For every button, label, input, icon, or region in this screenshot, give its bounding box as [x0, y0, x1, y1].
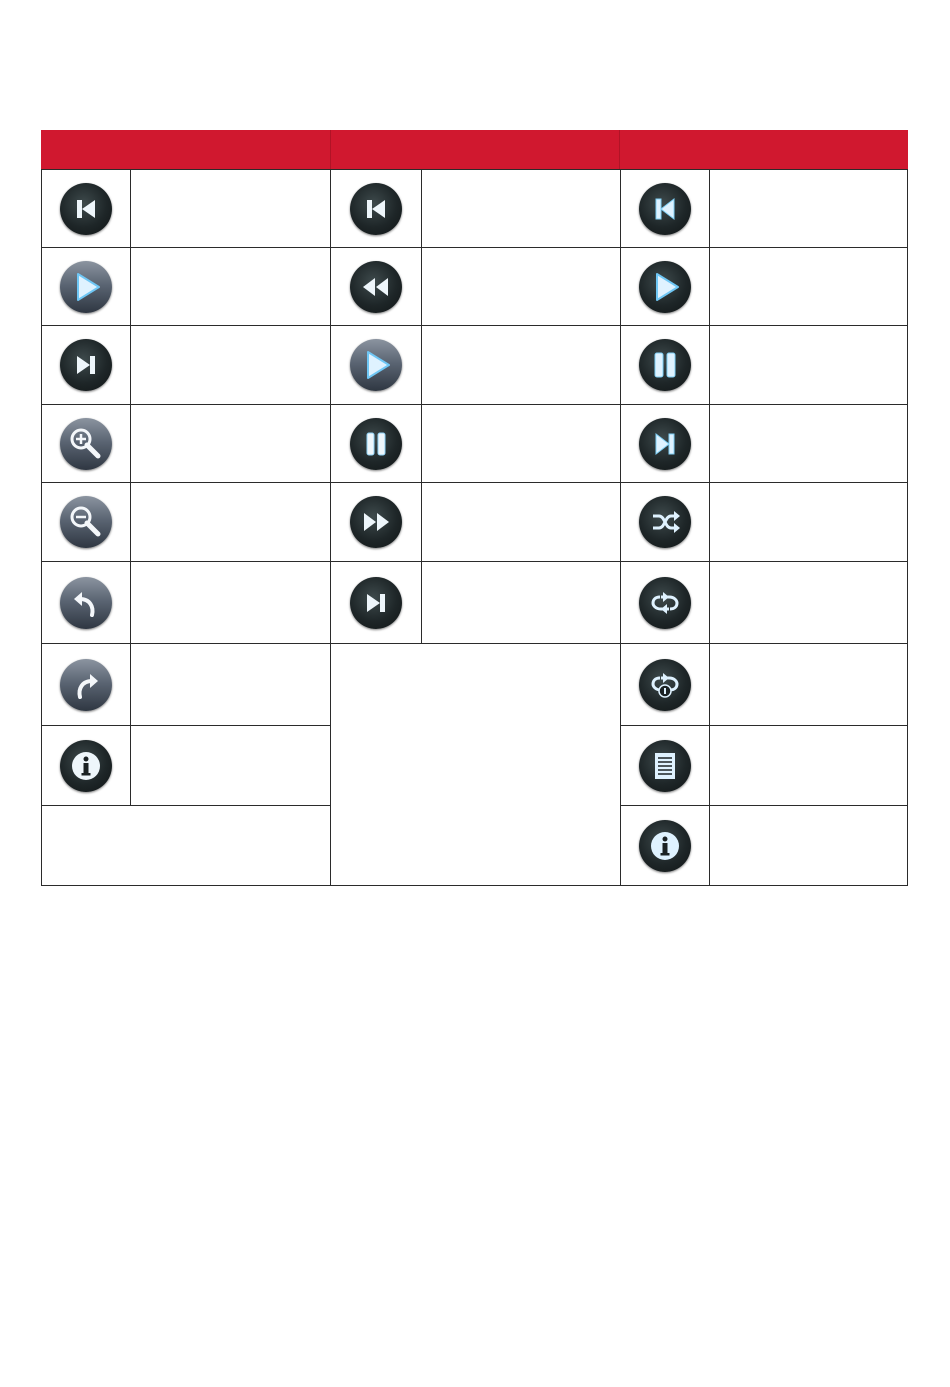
- col3-icon-cell: [620, 805, 710, 886]
- rewind-icon[interactable]: [350, 261, 402, 313]
- rotate-left-icon[interactable]: [60, 577, 112, 629]
- col3-label-cell: [709, 805, 908, 886]
- col2-label-cell: [421, 247, 621, 326]
- col1-icon-cell: [41, 404, 131, 483]
- lyrics-icon[interactable]: [639, 740, 691, 792]
- skip-previous-icon[interactable]: [639, 183, 691, 235]
- col1-label-cell: [130, 561, 331, 644]
- header-col-2: [331, 130, 620, 169]
- repeat-all-icon[interactable]: [639, 577, 691, 629]
- col3-label-cell: [709, 404, 908, 483]
- skip-next-icon[interactable]: [639, 418, 691, 470]
- col2-label-cell: [421, 325, 621, 405]
- fast-forward-icon[interactable]: [350, 496, 402, 548]
- pause-icon[interactable]: [350, 418, 402, 470]
- col1-label-cell: [130, 643, 331, 726]
- skip-previous-icon[interactable]: [350, 183, 402, 235]
- col1-icon-cell: [41, 247, 131, 326]
- col1-icon-cell: [41, 643, 131, 726]
- skip-next-icon[interactable]: [60, 339, 112, 391]
- col2-label-cell: [421, 169, 621, 248]
- repeat-one-icon[interactable]: [639, 659, 691, 711]
- col3-label-cell: [709, 247, 908, 326]
- col1-label-cell: [130, 325, 331, 405]
- skip-next-icon[interactable]: [350, 577, 402, 629]
- col3-icon-cell: [620, 247, 710, 326]
- col3-icon-cell: [620, 561, 710, 644]
- col1-icon-cell: [41, 561, 131, 644]
- col2-icon-cell: [330, 247, 422, 326]
- col2-label-cell: [421, 482, 621, 562]
- rotate-right-icon[interactable]: [60, 659, 112, 711]
- col3-icon-cell: [620, 643, 710, 726]
- info-icon[interactable]: [639, 820, 691, 872]
- col3-label-cell: [709, 169, 908, 248]
- col1-label-cell: [130, 725, 331, 806]
- col1-label-cell: [130, 169, 331, 248]
- col2-icon-cell: [330, 561, 422, 644]
- col3-icon-cell: [620, 404, 710, 483]
- col3-icon-cell: [620, 325, 710, 405]
- col2-icon-cell: [330, 404, 422, 483]
- play-icon[interactable]: [350, 339, 402, 391]
- col3-label-cell: [709, 725, 908, 806]
- col2-icon-cell: [330, 482, 422, 562]
- pause-icon[interactable]: [639, 339, 691, 391]
- col3-icon-cell: [620, 482, 710, 562]
- col1-label-cell: [130, 404, 331, 483]
- col3-label-cell: [709, 561, 908, 644]
- col1-icon-cell: [41, 169, 131, 248]
- col2-icon-cell: [330, 169, 422, 248]
- col1-icon-cell: [41, 482, 131, 562]
- col1-icon-cell: [41, 325, 131, 405]
- col2-label-cell: [421, 561, 621, 644]
- controls-table: [41, 130, 908, 886]
- col3-label-cell: [709, 482, 908, 562]
- skip-previous-icon[interactable]: [60, 183, 112, 235]
- zoom-in-icon[interactable]: [60, 418, 112, 470]
- col2-icon-cell: [330, 325, 422, 405]
- zoom-out-icon[interactable]: [60, 496, 112, 548]
- col3-icon-cell: [620, 725, 710, 806]
- col1-label-cell: [130, 482, 331, 562]
- play-icon[interactable]: [60, 261, 112, 313]
- header-col-1: [41, 130, 331, 169]
- col2-label-cell: [421, 404, 621, 483]
- shuffle-icon[interactable]: [639, 496, 691, 548]
- col3-icon-cell: [620, 169, 710, 248]
- col1-empty-cell: [41, 805, 331, 886]
- info-icon[interactable]: [60, 740, 112, 792]
- col3-label-cell: [709, 325, 908, 405]
- col1-label-cell: [130, 247, 331, 326]
- header-col-3: [620, 130, 908, 169]
- play-icon[interactable]: [639, 261, 691, 313]
- col2-empty-cell: [330, 643, 621, 886]
- col1-icon-cell: [41, 725, 131, 806]
- col3-label-cell: [709, 643, 908, 726]
